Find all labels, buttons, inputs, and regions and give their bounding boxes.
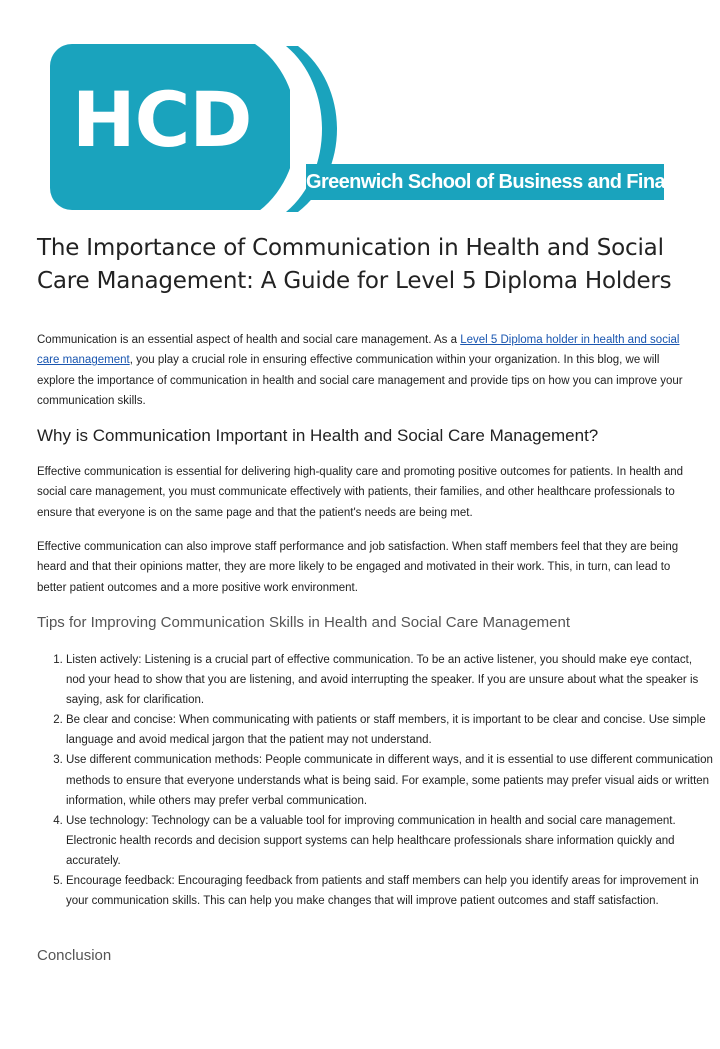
logo-banner: Greenwich School of Business and Finance [306,164,664,200]
section-heading-why: Why is Communication Important in Health and Social Care Management? [37,426,599,445]
intro-paragraph [37,330,685,411]
diploma-link[interactable]: Level 5 Diploma holder in health and social care management [37,334,680,367]
list-item: 1. Listen actively: Listening is a crucial part of effective communication. To be an active listener, you should make eye contact, nod your head to show that you are listening, and avoid interrupting the speaker. If you are unsure about what the speaker is saying, ask for clarification. [66,650,714,710]
section-heading-tips: Tips for Improving Communication Skills in Health and Social Care Management [37,614,571,631]
intro-text-end: , you play a crucial role in ensuring effective communication within your organization. In this blog, we will explore the importance of communication in health and social care management and provide tips on how you can improve your communication skills. [37,354,683,407]
section-heading-conclusion: Conclusion [37,947,112,964]
tips-list [37,650,714,911]
hcd-logo [50,44,698,214]
why-paragraph-2: Effective communication can also improve staff performance and job satisfaction. When staff members feel that they are being heard and that their opinions matter, they are more likely to be engaged and motivated in their work. This, in turn, can lead to better patient outcomes and a more positive work environment. [37,541,679,594]
list-item: 3. Use different communication methods: People communicate in different ways, and it is essential to use different communication methods to ensure that everyone understands what is being said. For example, some patients may prefer visual aids or written information, while others may prefer verbal communication. [66,750,714,810]
why-paragraph-1: Effective communication is essential for delivering high-quality care and promoting positive outcomes for patients. In health and social care management, you must communicate effectively with patients, their families, and other healthcare professionals to ensure that everyone is on the same page and that the patient's needs are being met. [37,466,684,519]
list-item: 5. Encourage feedback: Encouraging feedback from patients and staff members can help you identify areas for improvement in your communication skills. This can help you make changes that will improve patient outcomes and staff satisfaction. [66,871,714,911]
page-title: The Importance of Communication in Health and Social Care Management: A Guide for Level 5 Diploma Holders [37,235,672,294]
list-item: 4. Use technology: Technology can be a valuable tool for improving communication in health and social care management. Electronic health records and decision support systems can help healthcare professionals share information quickly and accurately. [66,811,714,871]
intro-text-start: Communication is an essential aspect of health and social care management. As a [37,334,461,346]
logo-letters: HCD [72,75,252,164]
list-item: 2. Be clear and concise: When communicating with patients or staff members, it is important to be clear and concise. Use simple language and avoid medical jargon that the patient may not understand. [66,710,714,750]
